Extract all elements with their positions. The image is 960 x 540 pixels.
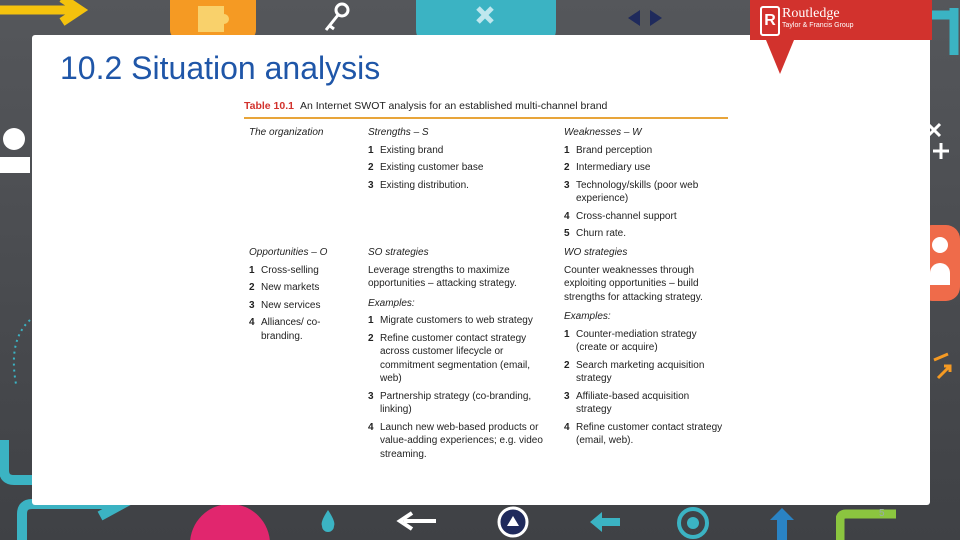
list-item: 2 Intermediary use bbox=[564, 162, 651, 173]
routledge-logo bbox=[750, 0, 932, 40]
so-heading: SO strategies bbox=[368, 247, 429, 258]
logo-tail bbox=[766, 40, 794, 74]
target-icon bbox=[676, 506, 710, 540]
list-item: 3 Affiliate-based acquisition strategy bbox=[564, 390, 690, 415]
play-controls-icon bbox=[624, 8, 668, 28]
opportunities-cell bbox=[249, 246, 354, 347]
list-item: 1 Counter-mediation strategy (create or acquire) bbox=[564, 328, 697, 353]
list-item: 4 Launch new web-based products or value-adding experiences; e.g. video streaming. bbox=[368, 421, 543, 460]
table-caption bbox=[244, 100, 607, 112]
strengths-heading: Strengths – S bbox=[368, 127, 429, 138]
weaknesses-cell bbox=[564, 126, 724, 245]
arrow-icon bbox=[0, 0, 100, 40]
left-arrow-icon bbox=[588, 510, 622, 534]
water-drop-icon bbox=[318, 508, 338, 534]
slide-title: 10.2 Situation analysis bbox=[60, 50, 381, 86]
organization-cell bbox=[249, 126, 359, 144]
table-rule bbox=[244, 117, 728, 119]
list-item: 2 New markets bbox=[249, 282, 320, 293]
key-icon bbox=[320, 0, 360, 36]
so-examples-label: Examples: bbox=[368, 297, 415, 309]
page-number: 5 bbox=[879, 508, 885, 519]
logo-subtitle: Taylor & Francis Group bbox=[782, 22, 854, 29]
up-arrow-icon bbox=[768, 506, 796, 540]
list-item: 3 New services bbox=[249, 299, 321, 311]
list-item: 2 Refine customer contact strategy across customer lifecycle or commitment segmentation (email, web) bbox=[368, 332, 531, 384]
wo-description: Counter weaknesses through exploiting opportunities – build strengths for attacking strategy. bbox=[564, 264, 703, 303]
list-item: 2 Search marketing acquisition strategy bbox=[564, 359, 705, 384]
so-description: Leverage strengths to maximize opportunities – attacking strategy. bbox=[368, 264, 517, 289]
wo-strategies-cell bbox=[564, 246, 724, 452]
opportunities-heading: Opportunities – O bbox=[249, 247, 328, 258]
eject-icon bbox=[497, 506, 529, 538]
list-item: 3 Partnership strategy (co-branding, linking) bbox=[368, 390, 532, 415]
list-item: 1 Existing brand bbox=[368, 144, 444, 156]
list-item: 2 Existing customer base bbox=[368, 162, 484, 173]
wo-examples-label: Examples: bbox=[564, 311, 611, 322]
list-item: 4 Alliances/ co-branding. bbox=[249, 317, 321, 342]
person-icon bbox=[0, 125, 34, 175]
list-item: 4 Cross-channel support bbox=[564, 210, 677, 222]
wo-heading: WO strategies bbox=[564, 247, 628, 258]
plus-icon bbox=[932, 142, 950, 160]
list-item: 5 Churn rate. bbox=[564, 228, 627, 239]
list-item: 1 Brand perception bbox=[564, 144, 653, 156]
left-arrow-icon bbox=[396, 510, 438, 532]
list-item: 1 Migrate customers to web strategy bbox=[368, 315, 533, 326]
arrow-icon bbox=[930, 350, 954, 380]
table-number: Table 10.1 bbox=[244, 100, 294, 112]
organization-label: The organization bbox=[249, 127, 324, 138]
table-caption-text: An Internet SWOT analysis for an established multi-channel brand bbox=[300, 100, 608, 112]
so-strategies-cell bbox=[368, 246, 550, 465]
list-item: 1 Cross-selling bbox=[249, 264, 319, 276]
list-item: 3 Existing distribution. bbox=[368, 179, 469, 191]
logo-name: Routledge bbox=[782, 6, 840, 21]
list-item: 3 Technology/skills (poor web experience) bbox=[564, 179, 699, 204]
arrow-icon bbox=[836, 506, 960, 540]
strengths-cell bbox=[368, 126, 553, 196]
logo-mark-icon: R bbox=[760, 6, 780, 36]
weaknesses-heading: Weaknesses – W bbox=[564, 127, 642, 138]
list-item: 4 Refine customer contact strategy (email, web). bbox=[564, 421, 723, 446]
